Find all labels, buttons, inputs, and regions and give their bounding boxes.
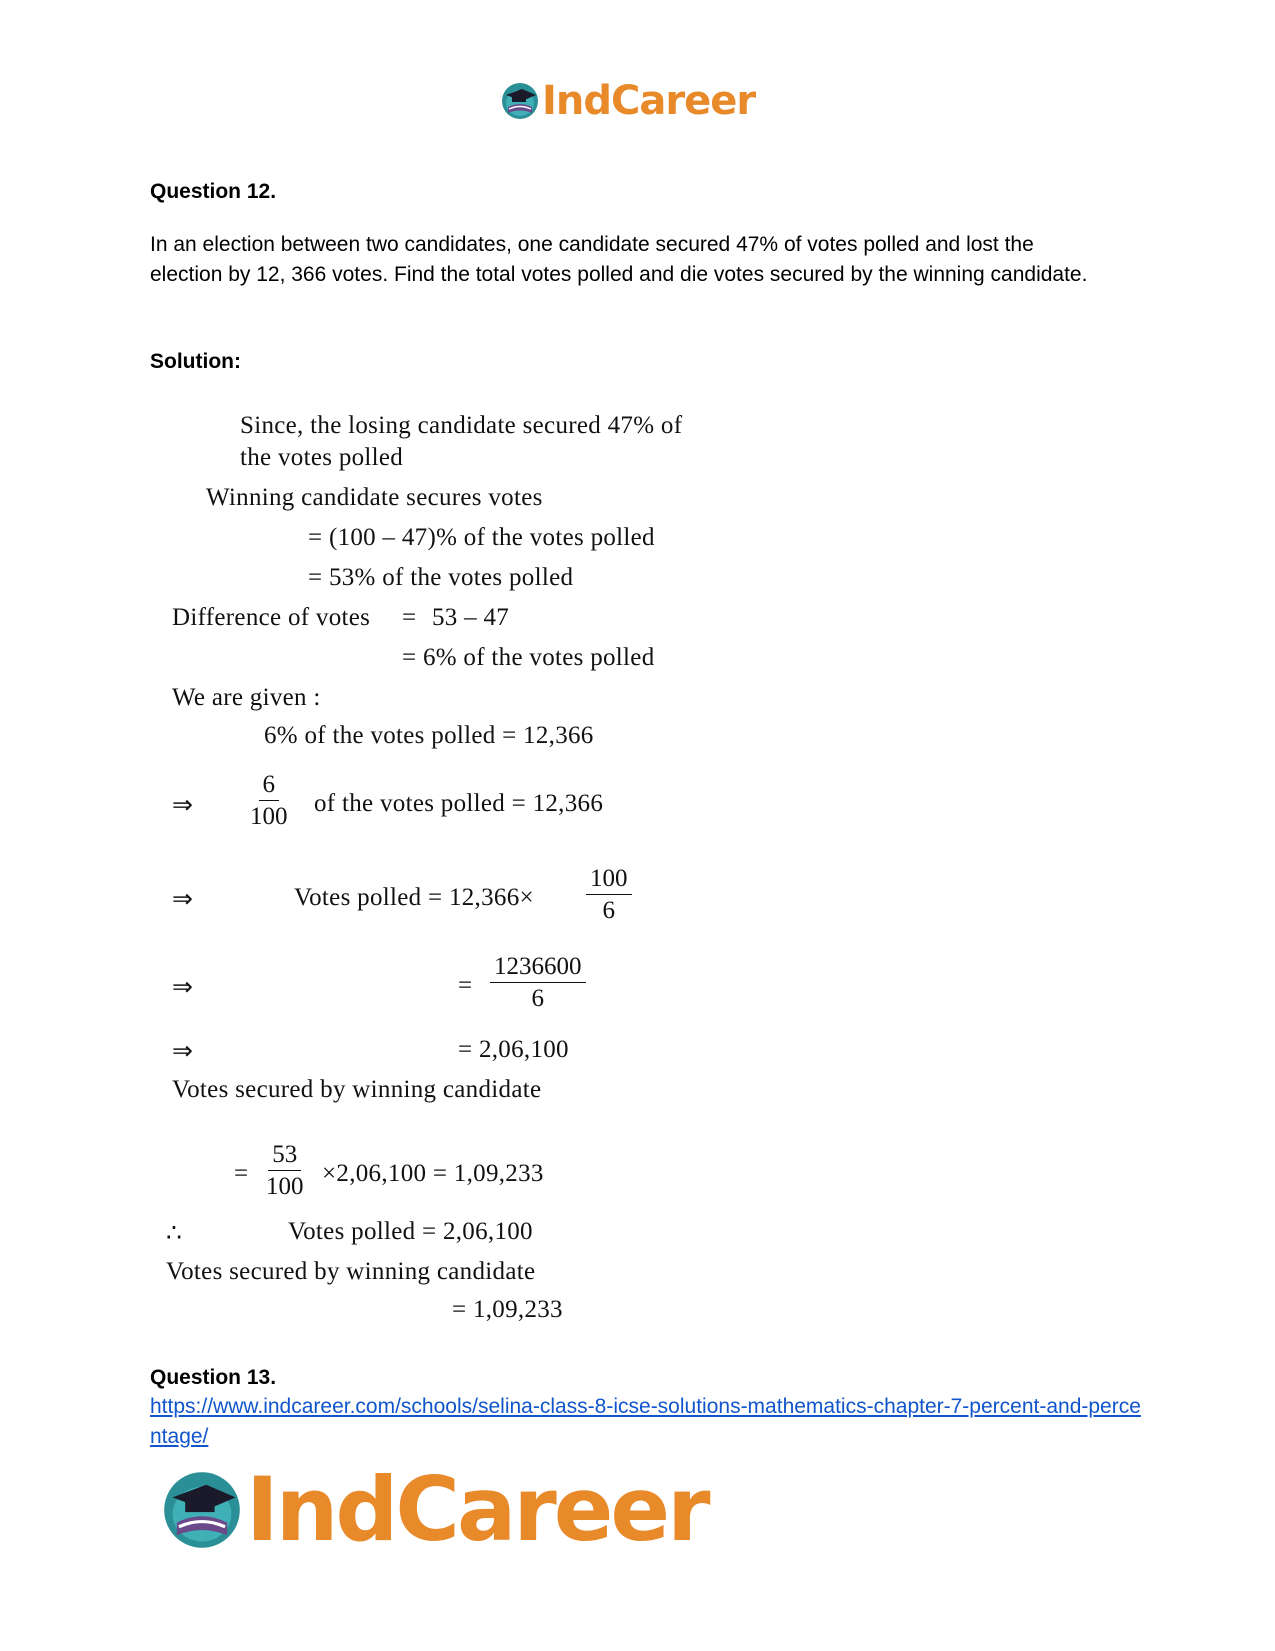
solution-line: 6% of the votes polled = 12,366 <box>264 722 594 749</box>
solution-line: Votes secured by winning candidate <box>166 1258 536 1285</box>
fraction <box>586 866 632 925</box>
fraction-numerator: 100 <box>586 866 632 895</box>
solution-heading: Solution: <box>150 350 241 373</box>
solution-line: Votes polled = 12,366× <box>294 884 534 911</box>
brand-name: IndCareer <box>542 78 756 124</box>
solution-line: Since, the losing candidate secured 47% of <box>240 412 683 439</box>
question-13-heading: Question 13. <box>150 1366 277 1389</box>
fraction-denominator: 6 <box>531 985 544 1012</box>
solution-line: 53 – 47 <box>432 604 510 631</box>
solution-line: Difference of votes <box>172 604 371 631</box>
fraction-numerator: 53 <box>268 1142 301 1171</box>
solution-line: the votes polled <box>240 444 404 471</box>
solution-line: = 2,06,100 <box>458 1036 569 1063</box>
solution-line: = 1,09,233 <box>452 1296 563 1323</box>
question-12-heading: Question 12. <box>150 180 277 203</box>
brand-name: IndCareer <box>246 1458 708 1561</box>
implies-arrow: ⇒ <box>172 1038 194 1065</box>
solution-line: Votes polled = 2,06,100 <box>288 1218 533 1245</box>
solution-line: Votes secured by winning candidate <box>172 1076 542 1103</box>
solution-line: ×2,06,100 = 1,09,233 <box>322 1160 544 1187</box>
fraction-denominator: 100 <box>266 1173 304 1200</box>
equals-sign: = <box>402 604 417 631</box>
solution-line: of the votes polled = 12,366 <box>314 790 604 817</box>
question-12-text: In an election between two candidates, one candidate secured 47% of votes polled and lost the election by 12, 366 votes. Find the total votes polled and die votes secured by the winning candidate. <box>150 233 1088 286</box>
fraction <box>490 954 586 1013</box>
implies-arrow: ⇒ <box>172 974 194 1001</box>
solution-line: = 6% of the votes polled <box>402 644 655 671</box>
equals-sign: = <box>234 1160 249 1187</box>
therefore-symbol: ∴ <box>166 1220 183 1247</box>
fraction-denominator: 100 <box>250 803 288 830</box>
fraction-denominator: 6 <box>602 897 615 924</box>
equals-sign: = <box>458 972 473 999</box>
fraction-numerator: 6 <box>259 772 280 801</box>
graduation-cap-book-icon <box>500 81 540 121</box>
fraction <box>250 772 288 831</box>
solution-line: = (100 – 47)% of the votes polled <box>308 524 655 551</box>
implies-arrow: ⇒ <box>172 792 194 819</box>
fraction <box>266 1142 304 1201</box>
solution-line: = 53% of the votes polled <box>308 564 574 591</box>
solution-line: Winning candidate secures votes <box>206 484 543 511</box>
fraction-numerator: 1236600 <box>490 954 586 983</box>
solution-line: We are given : <box>172 684 321 711</box>
footer-source-link[interactable]: https://www.indcareer.com/schools/selina-class-8-icse-solutions-mathematics-chapter-7-percent-and-percentage/ <box>150 1395 1141 1448</box>
header-logo <box>500 78 755 124</box>
graduation-cap-book-icon <box>160 1468 244 1552</box>
implies-arrow: ⇒ <box>172 886 194 913</box>
footer-logo <box>160 1458 708 1561</box>
